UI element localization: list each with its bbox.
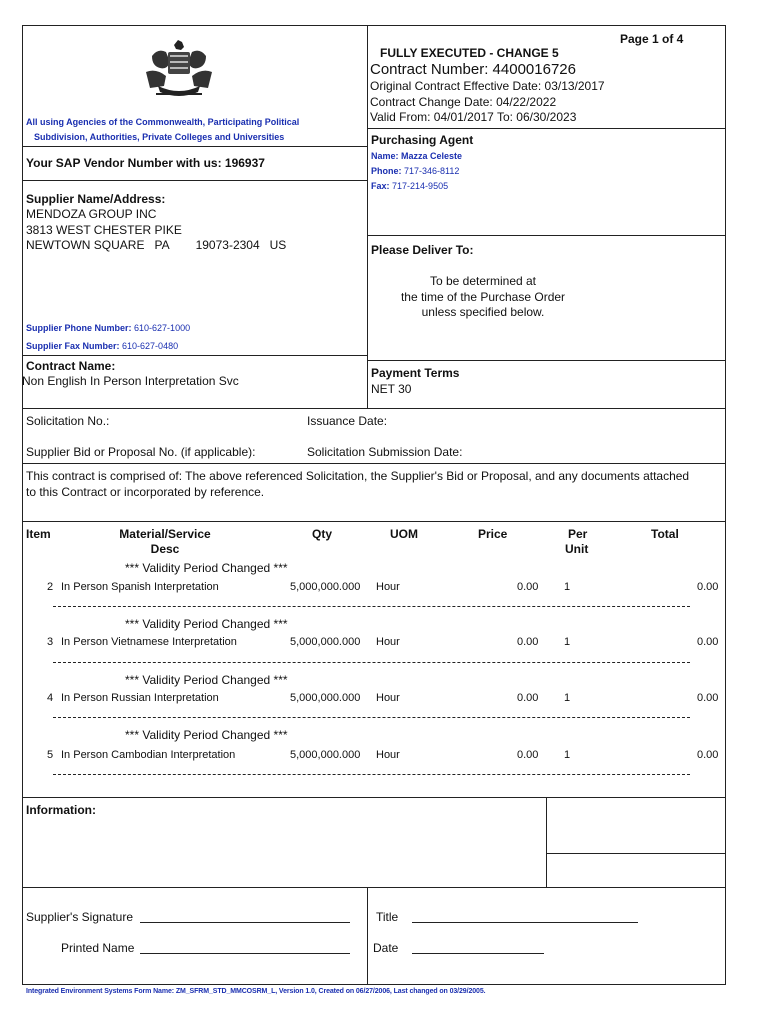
row-per: 1 — [564, 581, 571, 593]
agent-fax-value: 717-214-9505 — [392, 181, 449, 191]
row-total: 0.00 — [697, 692, 719, 704]
divider — [546, 853, 726, 854]
divider — [22, 355, 367, 356]
col-per-1: Per — [568, 527, 588, 541]
supplier-phone — [26, 323, 190, 333]
row-qty: 5,000,000.000 — [290, 692, 361, 704]
col-desc-2: Desc — [150, 542, 180, 556]
row-uom: Hour — [376, 636, 400, 648]
agent-phone-value: 717-346-8112 — [404, 166, 460, 176]
col-price: Price — [478, 527, 508, 541]
original-effective-date: Original Contract Effective Date: 03/13/2017 — [370, 79, 605, 93]
row-number: 5 — [47, 749, 54, 761]
row-total: 0.00 — [697, 636, 719, 648]
row-separator — [53, 662, 690, 663]
row-price: 0.00 — [517, 636, 539, 648]
payment-terms-value: NET 30 — [371, 382, 412, 396]
row-price: 0.00 — [517, 581, 539, 593]
row-note: *** Validity Period Changed *** — [125, 673, 288, 687]
col-item: Item — [26, 527, 51, 541]
row-desc: In Person Russian Interpretation — [61, 692, 219, 704]
row-price: 0.00 — [517, 692, 539, 704]
row-note: *** Validity Period Changed *** — [125, 617, 288, 631]
divider — [367, 25, 368, 408]
divider — [22, 887, 726, 888]
date-line[interactable] — [412, 953, 544, 954]
date-label: Date — [373, 941, 399, 955]
divider — [22, 408, 726, 409]
col-per-2: Unit — [565, 542, 589, 556]
row-qty: 5,000,000.000 — [290, 749, 361, 761]
row-per: 1 — [564, 749, 571, 761]
agent-name-value: Mazza Celeste — [401, 151, 463, 161]
bid-proposal-number: Supplier Bid or Proposal No. (if applicable): — [26, 445, 256, 459]
contract-number: Contract Number: 4400016726 — [370, 61, 576, 78]
information-heading: Information: — [26, 803, 96, 817]
divider — [367, 235, 726, 236]
submission-date: Solicitation Submission Date: — [307, 445, 463, 459]
agent-name — [371, 151, 462, 161]
supplier-name: MENDOZA GROUP INC — [26, 207, 157, 221]
agent-fax — [371, 181, 448, 191]
row-qty: 5,000,000.000 — [290, 636, 361, 648]
agencies-line-1: All using Agencies of the Commonwealth, Participating Political — [26, 117, 300, 127]
supplier-phone-label: Supplier Phone Number: — [26, 323, 132, 333]
row-uom: Hour — [376, 692, 400, 704]
supplier-phone-value: 610-627-1000 — [134, 323, 191, 333]
deliver-to-heading: Please Deliver To: — [371, 243, 474, 257]
col-total: Total — [651, 527, 679, 541]
contract-name: Non English In Person Interpretation Svc — [22, 374, 239, 388]
row-separator — [53, 774, 690, 775]
row-desc: In Person Cambodian Interpretation — [61, 749, 236, 761]
row-separator — [53, 606, 690, 607]
contract-change-date: Contract Change Date: 04/22/2022 — [370, 95, 557, 109]
row-qty: 5,000,000.000 — [290, 581, 361, 593]
purchasing-agent-heading: Purchasing Agent — [371, 133, 474, 147]
row-total: 0.00 — [697, 581, 719, 593]
divider — [367, 360, 726, 361]
issuance-date: Issuance Date: — [307, 414, 388, 428]
title-label: Title — [376, 910, 399, 924]
divider — [22, 180, 367, 181]
divider — [22, 521, 726, 522]
agent-fax-label: Fax: — [371, 181, 390, 191]
divider — [546, 797, 547, 887]
commonwealth-seal-icon — [138, 36, 220, 100]
divider — [22, 146, 367, 147]
agent-phone — [371, 166, 459, 176]
supplier-signature-line[interactable] — [140, 922, 350, 923]
row-desc: In Person Vietnamese Interpretation — [61, 636, 237, 648]
row-total: 0.00 — [697, 749, 719, 761]
agencies-line-2: Subdivision, Authorities, Private Colleges and Universities — [34, 132, 285, 142]
row-desc: In Person Spanish Interpretation — [61, 581, 219, 593]
divider — [367, 128, 726, 129]
divider — [22, 797, 726, 798]
col-desc-1: Material/Service — [119, 527, 211, 541]
agent-name-label: Name: — [371, 151, 399, 161]
title-line[interactable] — [412, 922, 638, 923]
page-indicator: Page 1 of 4 — [620, 32, 684, 46]
printed-name-label: Printed Name — [61, 941, 135, 955]
row-per: 1 — [564, 636, 571, 648]
row-uom: Hour — [376, 749, 400, 761]
deliver-line-1: To be determined at — [429, 274, 537, 288]
supplier-heading: Supplier Name/Address: — [26, 192, 166, 206]
supplier-fax — [26, 341, 178, 351]
row-number: 3 — [47, 636, 54, 648]
comprised-line-1: This contract is comprised of: The above referenced Solicitation, the Supplier's Bid or Proposal, and any documents attached — [26, 469, 690, 483]
row-per: 1 — [564, 692, 571, 704]
col-qty: Qty — [312, 527, 333, 541]
row-price: 0.00 — [517, 749, 539, 761]
row-note: *** Validity Period Changed *** — [125, 728, 288, 742]
agent-phone-label: Phone: — [371, 166, 402, 176]
supplier-fax-label: Supplier Fax Number: — [26, 341, 120, 351]
comprised-line-2: to this Contract or incorporated by reference. — [26, 485, 265, 499]
row-number: 4 — [47, 692, 54, 704]
supplier-signature-label: Supplier's Signature — [26, 910, 134, 924]
deliver-line-2: the time of the Purchase Order — [400, 290, 566, 304]
sap-vendor-number: Your SAP Vendor Number with us: 196937 — [26, 156, 265, 170]
supplier-street: 3813 WEST CHESTER PIKE — [26, 223, 182, 237]
validity-period: Valid From: 04/01/2017 To: 06/30/2023 — [370, 110, 577, 124]
execution-status: FULLY EXECUTED - CHANGE 5 — [380, 46, 559, 60]
solicitation-number: Solicitation No.: — [26, 414, 110, 428]
row-note: *** Validity Period Changed *** — [125, 561, 288, 575]
printed-name-line[interactable] — [140, 953, 350, 954]
payment-terms-heading: Payment Terms — [371, 366, 460, 380]
footer-form-info: Integrated Environment Systems Form Name: ZM_SFRM_STD_MMCOSRM_L, Version 1.0, Created on 06/27/2006, Last changed on 03/29/2005. — [26, 988, 486, 995]
supplier-city: NEWTOWN SQUARE PA 19073-2304 US — [26, 238, 287, 252]
contract-name-label: Contract Name: — [26, 359, 116, 373]
divider — [22, 463, 726, 464]
deliver-line-3: unless specified below. — [421, 305, 545, 319]
divider — [367, 887, 368, 985]
supplier-fax-value: 610-627-0480 — [122, 341, 179, 351]
row-number: 2 — [47, 581, 54, 593]
col-uom: UOM — [390, 527, 418, 541]
row-separator — [53, 717, 690, 718]
row-uom: Hour — [376, 581, 400, 593]
